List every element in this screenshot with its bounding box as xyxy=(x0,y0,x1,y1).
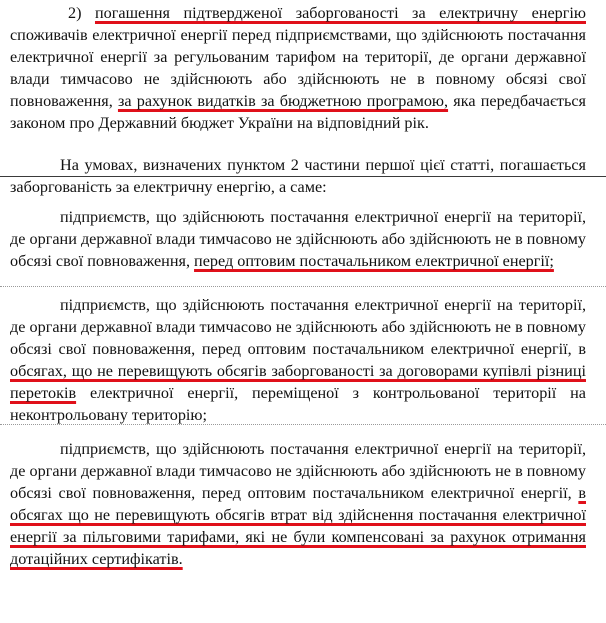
underlined-phrase-wholesale: перед оптовим постачальником електричної енергії; xyxy=(194,252,554,270)
paragraph-preferential-tariffs xyxy=(10,438,586,570)
underlined-phrase-flows: обсягах, що не перевищують обсягів заборгованості за договорами купівлі різниці перетоків xyxy=(10,362,586,402)
fragment-divider xyxy=(0,286,606,288)
underlined-phrase-budget: за рахунок видатків за бюджетною програмою, xyxy=(117,92,449,110)
paragraph-wholesale-supplier xyxy=(10,206,586,272)
item-number: 2) xyxy=(68,4,95,22)
underlined-phrase-debt: погашення підтвердженої заборгованості за електричну енергію xyxy=(94,4,586,22)
fragment-divider xyxy=(0,424,606,426)
paragraph-text: електричної енергії, переміщеної з контрольованої території на неконтрольовану територію; xyxy=(10,384,586,424)
paragraph-text: підприємств, що здійснюють постачання електричної енергії на території, де органи державної влади тимчасово не здійснюють або здійснюють не в повному обсязі свої повноваження, перед оптовим постачальником електричної енергії, в xyxy=(10,296,586,358)
paragraph-text: підприємств, що здійснюють постачання електричної енергії на території, де органи державної влади тимчасово не здійснюють або здійснюють не в повному обсязі свої повноваження, перед оптовим постачальником електричної енергії, xyxy=(10,440,586,502)
paragraph-flow-difference xyxy=(10,294,586,426)
underlined-phrase-losses: в обсягах що не перевищують обсягів втрат від здійснення постачання електричної енергії за пільговими тарифами, які не були компенсовані за рахунок отримання дотаційних сертифікатів. xyxy=(10,484,586,568)
paragraph-text: підприємств, що здійснюють постачання електричної енергії на території, де органи державної влади тимчасово не здійснюють або здійснюють не в повному обсязі свої повноваження, xyxy=(10,208,586,270)
paragraph-text: споживачів електричної енергії перед підприємствами, що здійснюють постачання електричної енергії за регульованим тарифом на території, де органи державної влади тимчасово не здійснюють або здійснюють не в повному обсязі свої повноваження, xyxy=(10,26,586,110)
paragraph-text: яка передбачається законом про Державний бюджет України на відповідний рік. xyxy=(10,92,586,132)
paragraph-debt-repayment xyxy=(10,2,586,134)
scan-cut-line xyxy=(0,176,606,177)
paragraph-text: На умовах, визначених пунктом 2 частини першої цієї статті, погашається заборгованість за електричну енергію, а саме: xyxy=(10,156,586,196)
